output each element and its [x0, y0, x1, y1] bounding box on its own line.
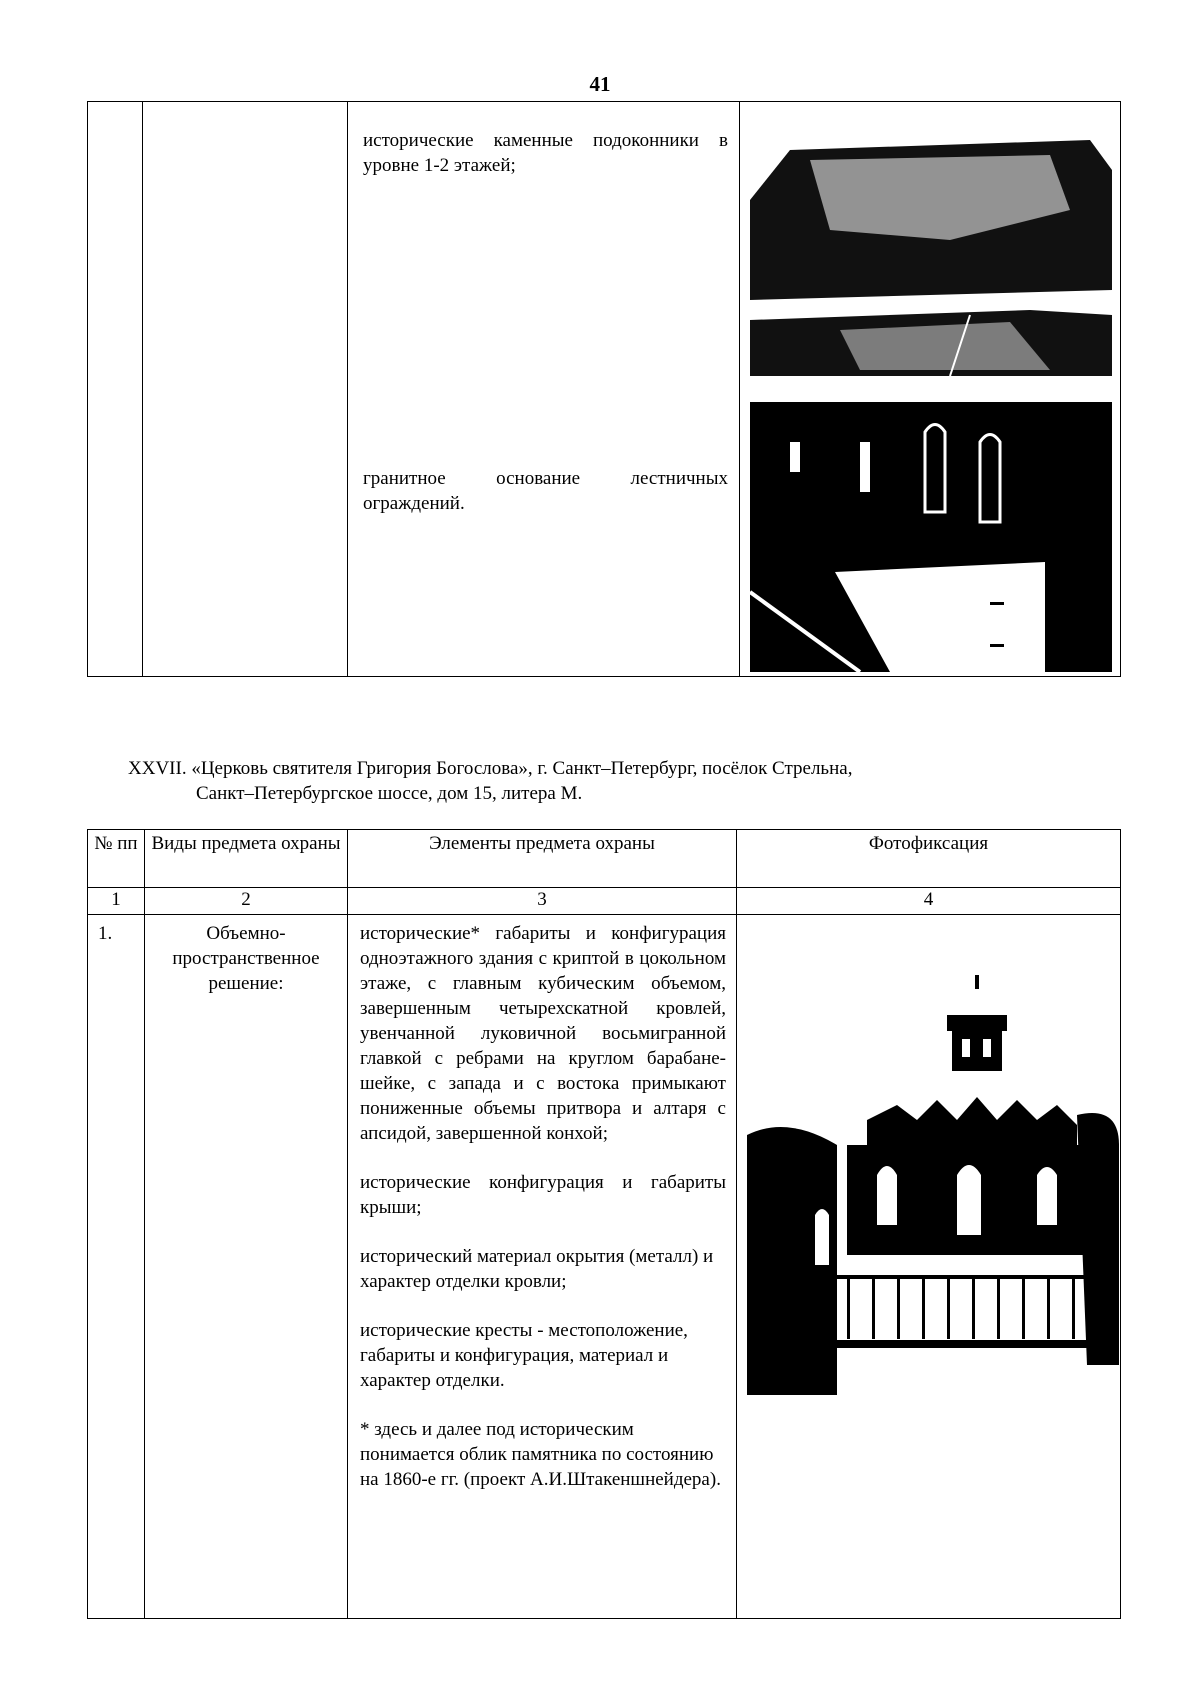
section-title-line1: XXVII. «Церковь святителя Григория Богослова», г. Санкт–Петербург, посёлок Стрельна,	[128, 758, 853, 779]
row-elements	[348, 915, 737, 1619]
cell-elements	[348, 102, 740, 677]
continuation-table	[87, 101, 1121, 677]
row-kind: Объемно-пространственное решение:	[145, 915, 348, 1619]
column-number: 3	[348, 888, 737, 915]
section-title-line2: Санкт–Петербургское шоссе, дом 15, литера М.	[196, 783, 583, 804]
element-text: исторические конфигурация и габариты крыши;	[360, 1172, 726, 1218]
section-title	[128, 756, 1028, 806]
header-photo: Фотофиксация	[737, 830, 1121, 888]
stone-windowsill-photo	[750, 130, 1112, 376]
column-number: 1	[88, 888, 145, 915]
table-row	[88, 915, 1121, 1619]
cell-photo	[737, 915, 1121, 1619]
column-number: 2	[145, 888, 348, 915]
header-elements: Элементы предмета охраны	[348, 830, 737, 888]
column-number-row	[88, 888, 1121, 915]
table-row	[88, 102, 1121, 677]
cell-number	[88, 102, 143, 677]
element-text: исторические* габариты и конфигурация одноэтажного здания с криптой в цокольном этаже, с главным кубическим объемом, завершенным четырехскатной кровлей, увенчанной луковичной восьмигранной главкой с ребрами на круглом барабане-шейке, с запада и с востока примыкают пониженные объемы притвора и алтаря с апсидой, завершенной конхой;	[360, 923, 726, 1144]
cell-photos	[740, 102, 1121, 677]
header-row	[88, 830, 1121, 888]
church-photo	[747, 945, 1119, 1395]
cell-kind	[143, 102, 348, 677]
column-number: 4	[737, 888, 1121, 915]
row-number: 1.	[88, 915, 145, 1619]
footnote-text: * здесь и далее под историческим понимается облик памятника по состоянию на 1860-е гг. (проект А.И.Штакеншнейдера).	[360, 1419, 721, 1490]
element-text: гранитное основание лестничных ограждений.	[363, 468, 728, 514]
element-text: исторические кресты - местоположение, габариты и конфигурация, материал и характер отделки.	[360, 1320, 688, 1391]
granite-stair-base-photo	[750, 402, 1112, 672]
header-number: № пп	[88, 830, 145, 888]
protection-table	[87, 829, 1121, 1619]
element-text: исторический материал окрытия (металл) и характер отделки кровли;	[360, 1246, 714, 1292]
header-kind: Виды предмета охраны	[145, 830, 348, 888]
page-number: 41	[589, 72, 611, 96]
element-text: исторические каменные подоконники в уровне 1-2 этажей;	[363, 130, 728, 176]
